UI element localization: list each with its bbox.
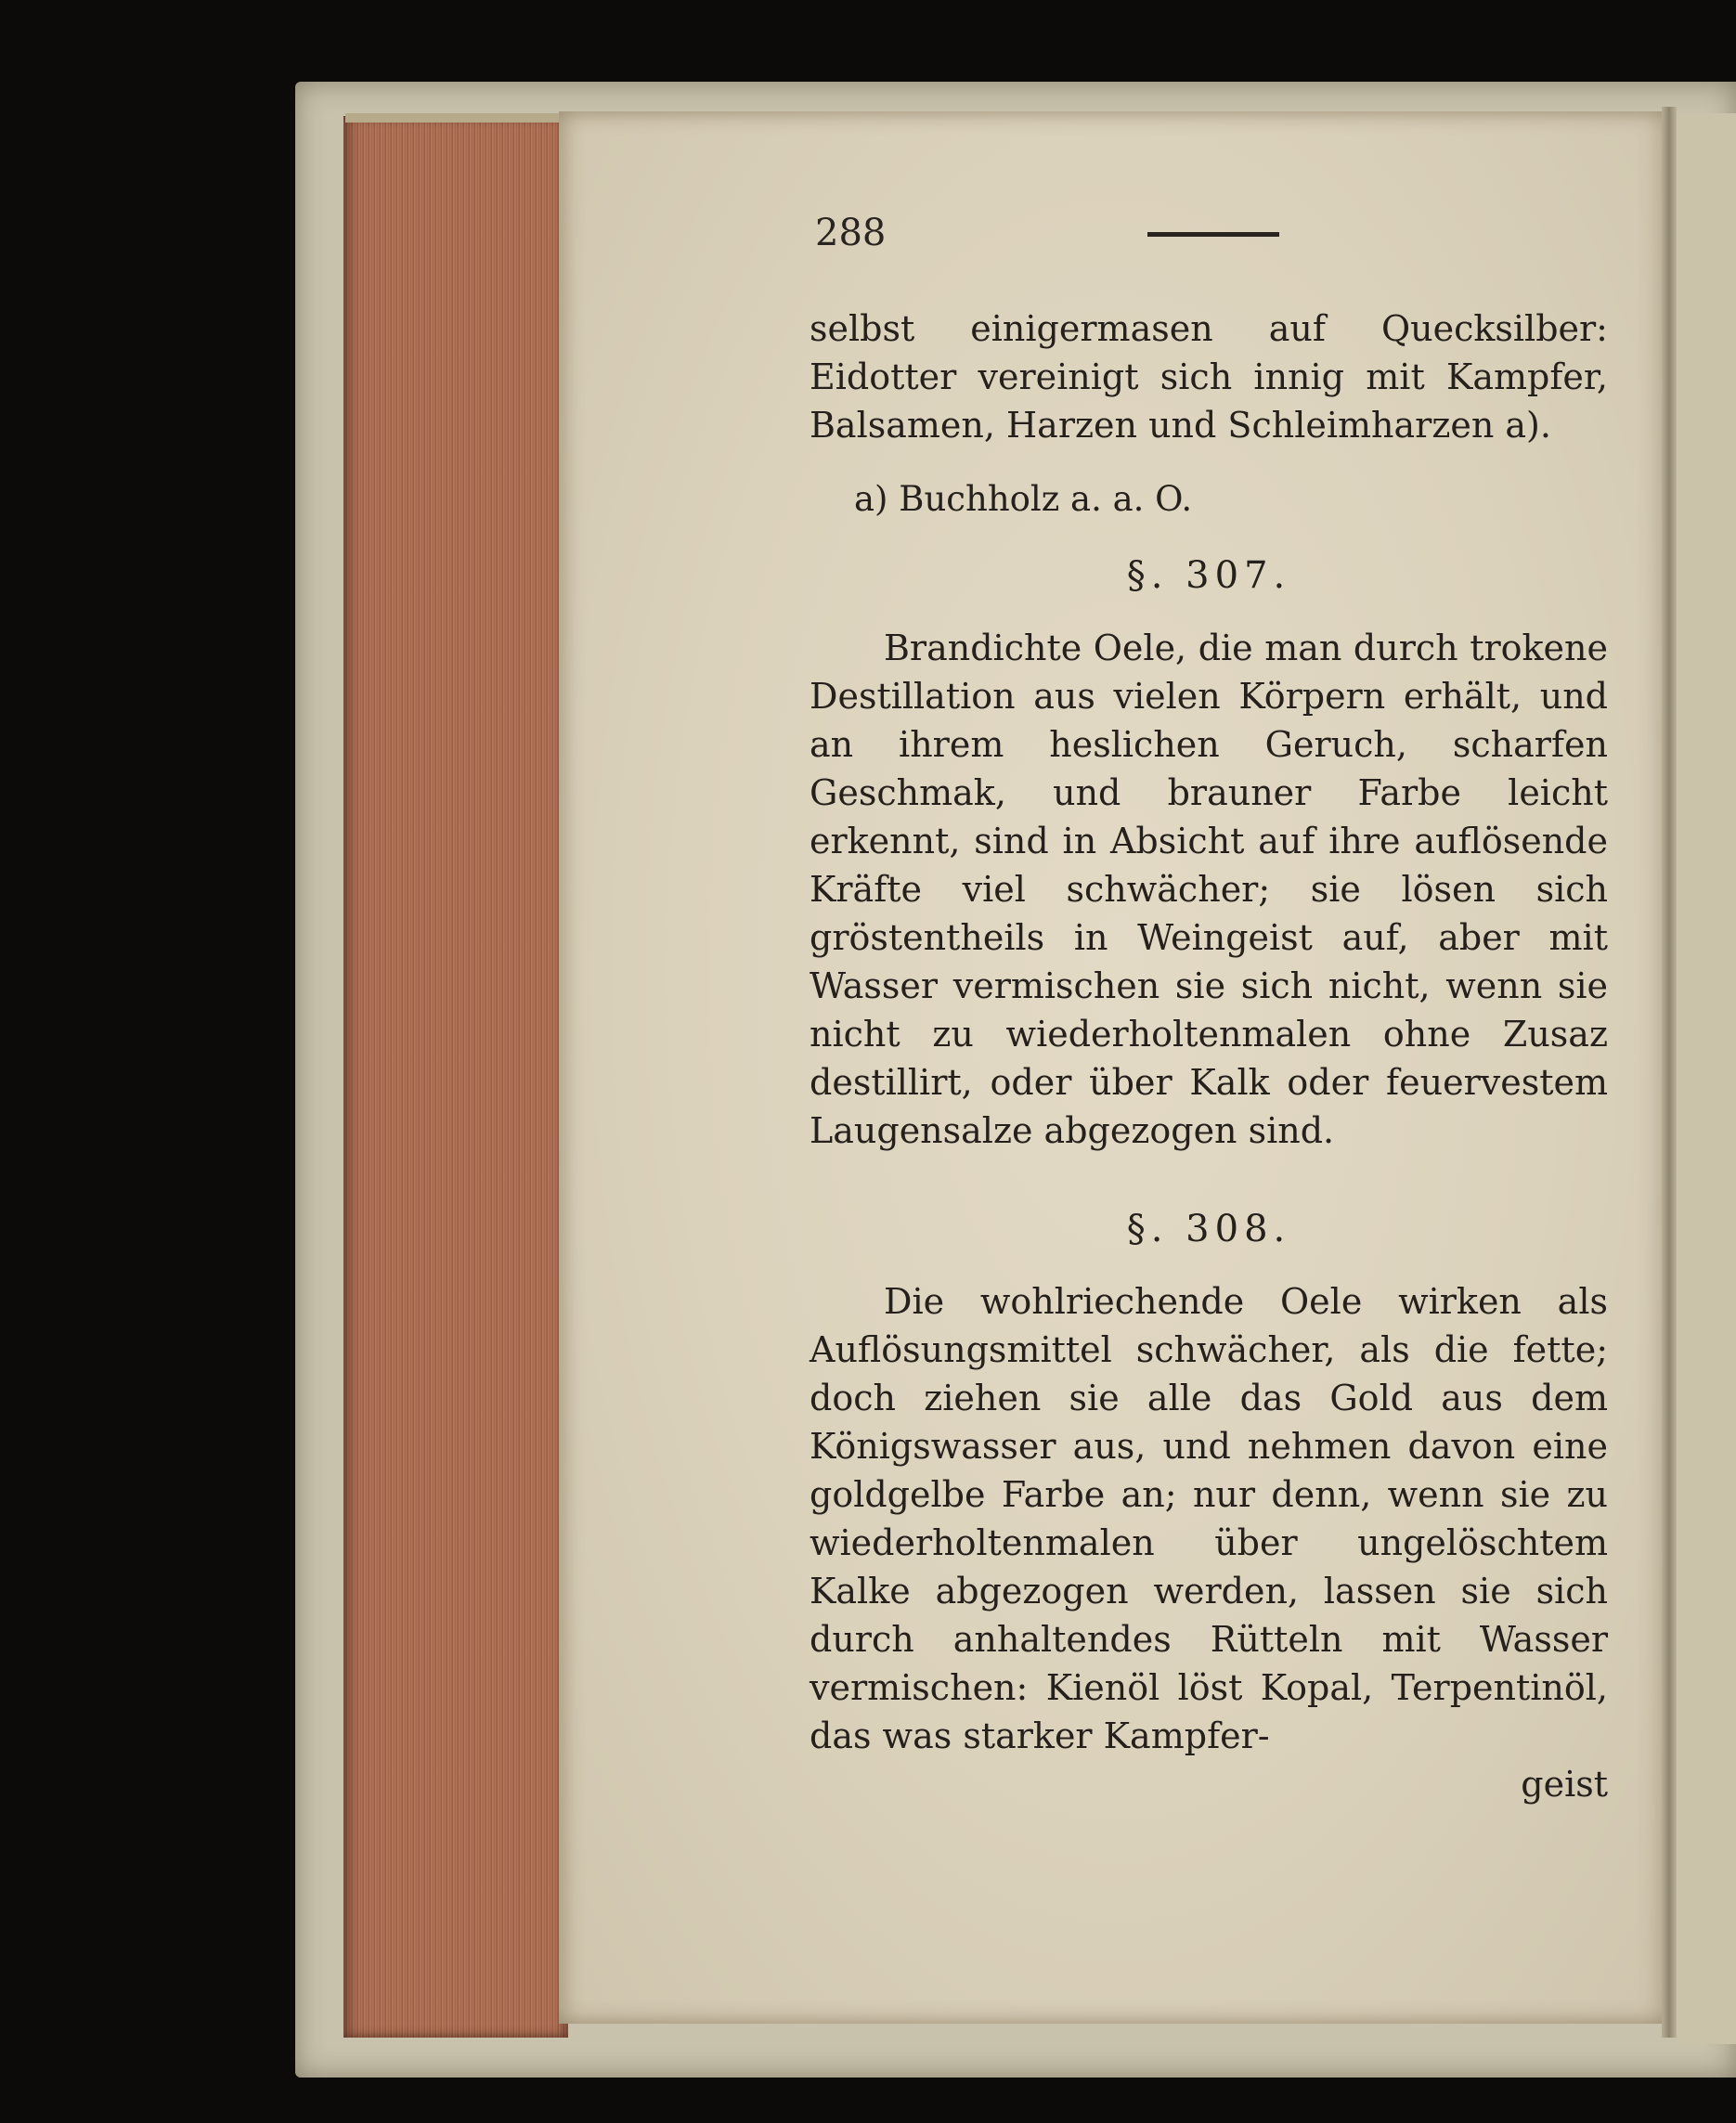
page-text [810, 304, 1608, 1808]
page-header [815, 212, 1279, 267]
section-308-paragraph [810, 1277, 1608, 1760]
section-307-paragraph [810, 624, 1608, 1155]
continuation-paragraph [810, 304, 1608, 449]
section-308-text: Die wohlriechende Oele wirken als Auflösungsmittel schwächer, als die fette; doch ziehen sie alle das Gold aus dem Königswasser aus, und nehmen davon eine goldgelbe Farbe an; nur denn, wenn sie zu wiederholtenmalen über ungelöschtem Kalke abgezogen werden, lassen sie sich durch anhaltendes Rütteln mit Wasser vermischen: Kienöl löst Kopal, Terpentinöl, das was starker Kampfer- [810, 1281, 1608, 1756]
continuation-text: selbst einigermasen auf Quecksilber: Eidotter vereinigt sich innig mit Kampfer, Balsamen, Harzen und Schleimharzen a). [810, 308, 1608, 446]
section-heading-308: §. 308. [1126, 1208, 1291, 1250]
page-number: 288 [815, 212, 887, 254]
section-heading-307: §. 307. [1126, 554, 1291, 597]
header-rule [1147, 232, 1279, 237]
book-gutter [1662, 107, 1677, 2038]
catchword: geist [1521, 1764, 1608, 1805]
footnote: a) Buchholz a. a. O. [854, 479, 1193, 519]
facing-page-edge [1677, 113, 1736, 2044]
page-edges [343, 116, 568, 2038]
section-307-text: Brandichte Oele, die man durch trokene Destillation aus vielen Körpern erhält, und an ihrem heslichen Geruch, scharfen Geschmak, und brauner Farbe leicht erkennt, sind in Absicht auf ihre auflösende Kräfte viel schwächer; sie lösen sich gröstentheils in Weingeist auf, aber mit Wasser vermischen sie sich nicht, wenn sie nicht zu wiederholtenmalen ohne Zusaz destillirt, oder über Kalk oder feuervestem Laugensalze abgezogen sind. [810, 628, 1608, 1151]
page-top-strip [345, 113, 568, 123]
